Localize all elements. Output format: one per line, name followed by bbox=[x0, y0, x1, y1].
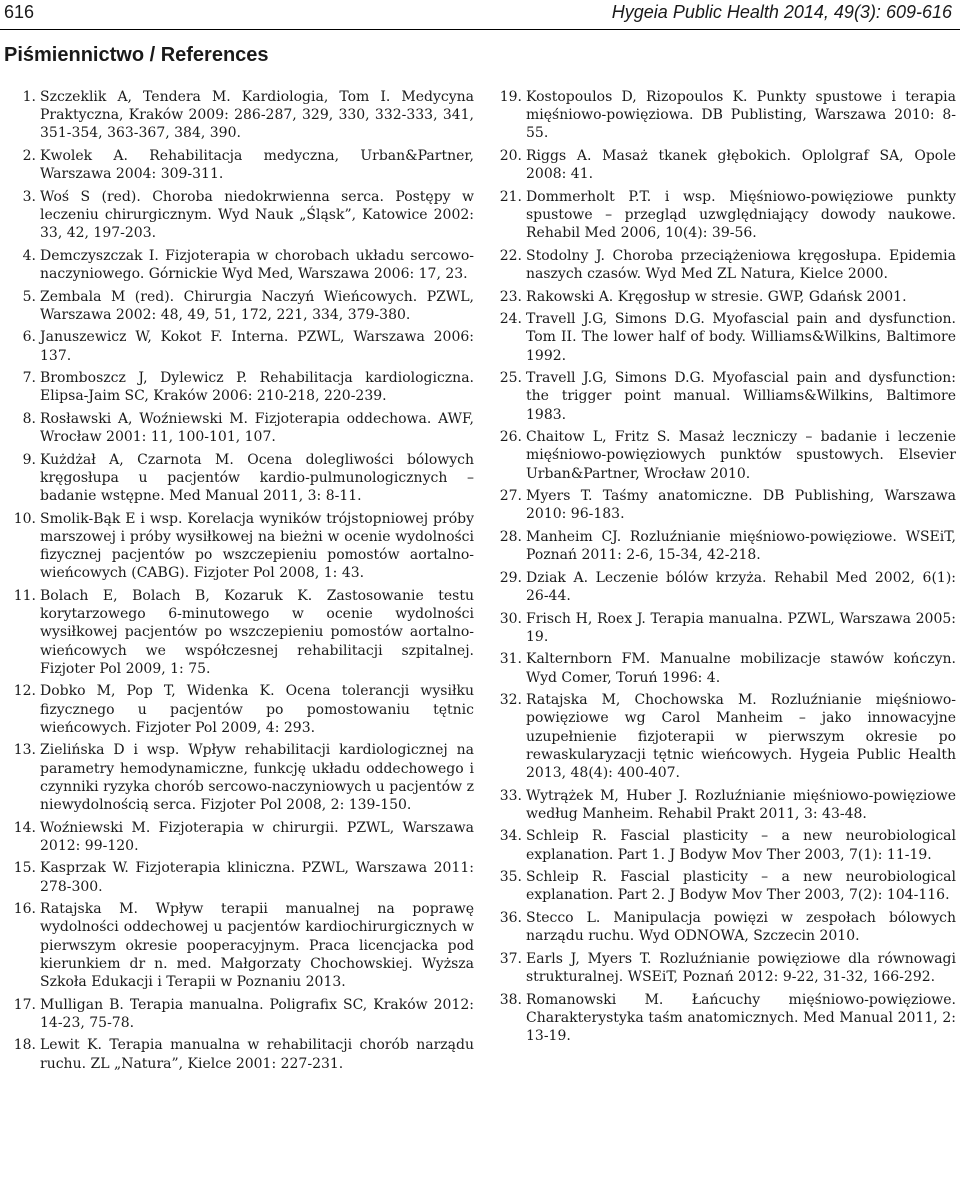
reference-number: 18 . bbox=[8, 1036, 36, 1054]
reference-item bbox=[494, 991, 956, 1046]
reference-item bbox=[494, 147, 956, 183]
reference-number: 21 . bbox=[494, 188, 522, 206]
reference-number: 20 . bbox=[494, 147, 522, 165]
reference-number: 14 . bbox=[8, 819, 36, 837]
reference-number: 24 . bbox=[494, 310, 522, 328]
reference-item bbox=[494, 868, 956, 904]
reference-item bbox=[494, 950, 956, 986]
reference-text: Ratajska M, Chochowska M. Rozluźnianie mięśniowo-powięziowe wg Carol Manheim – jako innowacyjne uzupełnienie fizjoterapii w pierwszym okresie po rewaskularyzacji tętnic wieńcowych. Hygeia Public Health 2013, 48(4): 400-407. bbox=[526, 692, 956, 781]
reference-number: 12 . bbox=[8, 682, 36, 700]
reference-text: Chaitow L, Fritz S. Masaż leczniczy – badanie i leczenie mięśniowo-powięziowych punktów spustowych. Elsevier Urban&Partner, Wrocław 2010. bbox=[526, 429, 956, 482]
reference-text: Woźniewski M. Fizjoterapia w chirurgii. PZWL, Warszawa 2012: 99-120. bbox=[40, 819, 474, 854]
reference-item bbox=[8, 682, 474, 737]
reference-text: Szczeklik A, Tendera M. Kardiologia, Tom I. Medycyna Praktyczna, Kraków 2009: 286-287, 329, 330, 332-333, 341, 351-354, 363-367, 384, 390. bbox=[40, 89, 474, 142]
references-column-right bbox=[494, 88, 956, 1050]
reference-number: 6 . bbox=[8, 328, 36, 346]
reference-text: Stecco L. Manipulacja powięzi w zespołach bólowych narządu ruchu. Wyd ODNOWA, Szczecin 2010. bbox=[526, 909, 956, 945]
reference-text: Demczyszczak I. Fizjoterapia w chorobach układu sercowo-naczyniowego. Górnickie Wyd Med, Warszawa 2006: 17, 23. bbox=[40, 247, 474, 282]
reference-number: 29 . bbox=[494, 569, 522, 587]
reference-item bbox=[494, 827, 956, 863]
reference-text: Travell J.G, Simons D.G. Myofascial pain and dysfunction: the trigger point manual. Williams&Wilkins, Baltimore 1983. bbox=[526, 370, 956, 423]
reference-text: Wytrążek M, Huber J. Rozluźnianie mięśniowo-powięziowe według Manheim. Rehabil Prakt 2011, 3: 43-48. bbox=[526, 787, 956, 822]
reference-item bbox=[494, 528, 956, 564]
reference-text: Schleip R. Fascial plasticity – a new neurobiological explanation. Part 2. J Bodyw Mov Ther 2003, 7(2): 104-116. bbox=[526, 869, 956, 904]
reference-text: Stodolny J. Choroba przeciążeniowa kręgosłupa. Epidemia naszych czasów. Wyd Med ZL Natura, Kielce 2000. bbox=[526, 247, 956, 282]
reference-item bbox=[8, 247, 474, 283]
reference-number: 32 . bbox=[494, 691, 522, 709]
reference-text: Rakowski A. Kręgosłup w stresie. GWP, Gdańsk 2001. bbox=[526, 288, 907, 305]
reference-text: Travell J.G, Simons D.G. Myofascial pain and dysfunction. Tom II. The lower half of body. Williams&Wilkins, Baltimore 1992. bbox=[526, 311, 956, 364]
reference-item bbox=[494, 487, 956, 523]
reference-item bbox=[8, 410, 474, 446]
header-rule bbox=[0, 29, 960, 30]
reference-item bbox=[8, 88, 474, 143]
reference-item bbox=[494, 247, 956, 283]
journal-citation: Hygeia Public Health 2014, 49(3): 609-616 bbox=[611, 2, 952, 22]
reference-text: Zembala M (red). Chirurgia Naczyń Wieńcowych. PZWL, Warszawa 2002: 48, 49, 51, 172, 221, 334, 379-380. bbox=[40, 288, 474, 323]
reference-item bbox=[8, 996, 474, 1032]
section-title: Piśmiennictwo / References bbox=[4, 44, 269, 66]
reference-number: 4 . bbox=[8, 247, 36, 265]
reference-text: Lewit K. Terapia manualna w rehabilitacji chorób narządu ruchu. ZL „Natura”, Kielce 2001: 227-231. bbox=[40, 1037, 474, 1072]
reference-number: 15 . bbox=[8, 859, 36, 877]
reference-text: Mulligan B. Terapia manualna. Poligrafix SC, Kraków 2012: 14-23, 75-78. bbox=[40, 996, 474, 1031]
reference-number: 1 . bbox=[8, 88, 36, 106]
reference-item bbox=[8, 859, 474, 895]
reference-number: 8 . bbox=[8, 410, 36, 428]
reference-item bbox=[494, 787, 956, 823]
reference-text: Kostopoulos D, Rizopoulos K. Punkty spustowe i terapia mięśniowo-powięziowa. DB Publisting, Warszawa 2010: 8-55. bbox=[526, 89, 956, 142]
reference-item bbox=[8, 188, 474, 243]
reference-item bbox=[494, 310, 956, 365]
reference-text: Bromboszcz J, Dylewicz P. Rehabilitacja kardiologiczna. Elipsa-Jaim SC, Kraków 2006: 210-218, 220-239. bbox=[40, 370, 474, 405]
reference-number: 33 . bbox=[494, 787, 522, 805]
reference-item bbox=[8, 1036, 474, 1072]
reference-number: 11 . bbox=[8, 587, 36, 605]
reference-item bbox=[494, 569, 956, 605]
reference-text: Dobko M, Pop T, Widenka K. Ocena tolerancji wysiłku fizycznego u pacjentów po pomostowaniu tętnic wieńcowych. Fizjoter Pol 2009, 4: 293. bbox=[40, 683, 474, 736]
reference-number: 31 . bbox=[494, 650, 522, 668]
reference-text: Earls J, Myers T. Rozluźnianie powięziowe dla równowagi strukturalnej. WSEiT, Poznań 2012: 9-22, 31-32, 166-292. bbox=[526, 950, 956, 985]
reference-number: 30 . bbox=[494, 610, 522, 628]
reference-number: 38 . bbox=[494, 991, 522, 1009]
reference-text: Frisch H, Roex J. Terapia manualna. PZWL, Warszawa 2005: 19. bbox=[526, 610, 956, 645]
reference-text: Woś S (red). Choroba niedokrwienna serca. Postępy w leczeniu chirurgicznym. Wyd Nauk „Śląsk”, Katowice 2002: 33, 42, 197-203. bbox=[40, 188, 474, 242]
reference-number: 35 . bbox=[494, 868, 522, 886]
reference-item bbox=[8, 288, 474, 324]
reference-text: Bolach E, Bolach B, Kozaruk K. Zastosowanie testu korytarzowego 6-minutowego w ocenie wydolności wysiłkowej pacjentów po wszczepieniu pomostów aortalno-wieńcowych we współczesnej rehabilitacji szpitalnej. Fizjoter Pol 2009, 1: 75. bbox=[40, 587, 474, 677]
reference-number: 2 . bbox=[8, 147, 36, 165]
reference-item bbox=[8, 369, 474, 405]
reference-item bbox=[494, 428, 956, 483]
reference-item bbox=[494, 88, 956, 143]
reference-text: Kasprzak W. Fizjoterapia kliniczna. PZWL, Warszawa 2011: 278-300. bbox=[40, 860, 474, 895]
reference-text: Zielińska D i wsp. Wpływ rehabilitacji kardiologicznej na parametry hemodynamiczne, funkcję układu oddechowego i czynniki ryzyka chorób sercowo-naczyniowych u pacjentów z niewydolnością serca. Fizjoter Pol 2008, 2: 139-150. bbox=[40, 742, 474, 813]
reference-item bbox=[8, 147, 474, 183]
reference-item bbox=[8, 900, 474, 991]
reference-text: Kalternborn FM. Manualne mobilizacje stawów kończyn. Wyd Comer, Toruń 1996: 4. bbox=[526, 651, 956, 686]
reference-item bbox=[494, 369, 956, 424]
reference-text: Januszewicz W, Kokot F. Interna. PZWL, Warszawa 2006: 137. bbox=[40, 329, 474, 364]
reference-number: 9 . bbox=[8, 451, 36, 469]
reference-text: Kwolek A. Rehabilitacja medyczna, Urban&Partner, Warszawa 2004: 309-311. bbox=[40, 148, 474, 183]
reference-number: 36 . bbox=[494, 909, 522, 927]
reference-text: Smolik-Bąk E i wsp. Korelacja wyników trójstopniowej próby marszowej i próby wysiłkowej na bieżni w ocenie wydolności fizycznej pacjentów po wszczepieniu pomostów aortalno-wieńcowych (CABG). Fizjoter Pol 2008, 1: 43. bbox=[40, 510, 474, 582]
reference-item bbox=[494, 691, 956, 782]
reference-list-left bbox=[8, 88, 474, 1073]
page-number: 616 bbox=[4, 2, 35, 22]
reference-number: 28 . bbox=[494, 528, 522, 546]
reference-text: Dommerholt P.T. i wsp. Mięśniowo-powięziowe punkty spustowe – przegląd uzwględniający dowody naukowe. Rehabil Med 2006, 10(4): 39-56. bbox=[526, 188, 956, 242]
reference-text: Romanowski M. Łańcuchy mięśniowo-powięziowe. Charakterystyka taśm anatomicznych. Med Manual 2011, 2: 13-19. bbox=[526, 991, 956, 1044]
reference-item bbox=[8, 510, 474, 583]
reference-item bbox=[8, 819, 474, 855]
reference-item bbox=[8, 451, 474, 506]
reference-item bbox=[494, 650, 956, 686]
reference-text: Rosławski A, Woźniewski M. Fizjoterapia oddechowa. AWF, Wrocław 2001: 11, 100-101, 107. bbox=[40, 410, 474, 446]
reference-number: 25 . bbox=[494, 369, 522, 387]
reference-item bbox=[8, 741, 474, 814]
reference-text: Kużdżał A, Czarnota M. Ocena dolegliwości bólowych kręgosłupa u pacjentów kardio-pulmunologicznych – badanie wstępne. Med Manual 2011, 3: 8-11. bbox=[40, 451, 474, 505]
reference-item bbox=[494, 188, 956, 243]
reference-number: 37 . bbox=[494, 950, 522, 968]
reference-text: Schleip R. Fascial plasticity – a new neurobiological explanation. Part 1. J Bodyw Mov Ther 2003, 7(1): 11-19. bbox=[526, 828, 956, 863]
reference-text: Ratajska M. Wpływ terapii manualnej na poprawę wydolności oddechowej u pacjentów kardiochirurgicznych w pierwszym okresie pooperacyjnym. Praca licencjacka pod kierunkiem dr n. med. Małgorzaty Chochowskiej. Wyższa Szkoła Edukacji i Terapii w Poznaniu 2013. bbox=[40, 901, 474, 990]
reference-text: Dziak A. Leczenie bólów krzyża. Rehabil Med 2002, 6(1): 26-44. bbox=[526, 569, 956, 604]
reference-text: Myers T. Taśmy anatomiczne. DB Publishing, Warszawa 2010: 96-183. bbox=[526, 488, 956, 523]
reference-number: 16 . bbox=[8, 900, 36, 918]
reference-number: 13 . bbox=[8, 741, 36, 759]
reference-number: 26 . bbox=[494, 428, 522, 446]
reference-number: 3 . bbox=[8, 188, 36, 206]
reference-list-right bbox=[494, 88, 956, 1045]
reference-item bbox=[8, 587, 474, 678]
reference-number: 19 . bbox=[494, 88, 522, 106]
reference-number: 10 . bbox=[8, 510, 36, 528]
reference-number: 7 . bbox=[8, 369, 36, 387]
page-header bbox=[0, 0, 960, 34]
reference-number: 23 . bbox=[494, 288, 522, 306]
reference-text: Riggs A. Masaż tkanek głębokich. Oplolgraf SA, Opole 2008: 41. bbox=[526, 148, 956, 183]
reference-item bbox=[494, 288, 956, 306]
references-column-left bbox=[8, 88, 474, 1077]
reference-item bbox=[494, 610, 956, 646]
reference-number: 34 . bbox=[494, 827, 522, 845]
reference-text: Manheim CJ. Rozluźnianie mięśniowo-powięziowe. WSEiT, Poznań 2011: 2-6, 15-34, 42-218. bbox=[526, 528, 956, 564]
reference-number: 27 . bbox=[494, 487, 522, 505]
reference-item bbox=[494, 909, 956, 945]
reference-item bbox=[8, 328, 474, 364]
reference-number: 22 . bbox=[494, 247, 522, 265]
reference-number: 17 . bbox=[8, 996, 36, 1014]
reference-number: 5 . bbox=[8, 288, 36, 306]
